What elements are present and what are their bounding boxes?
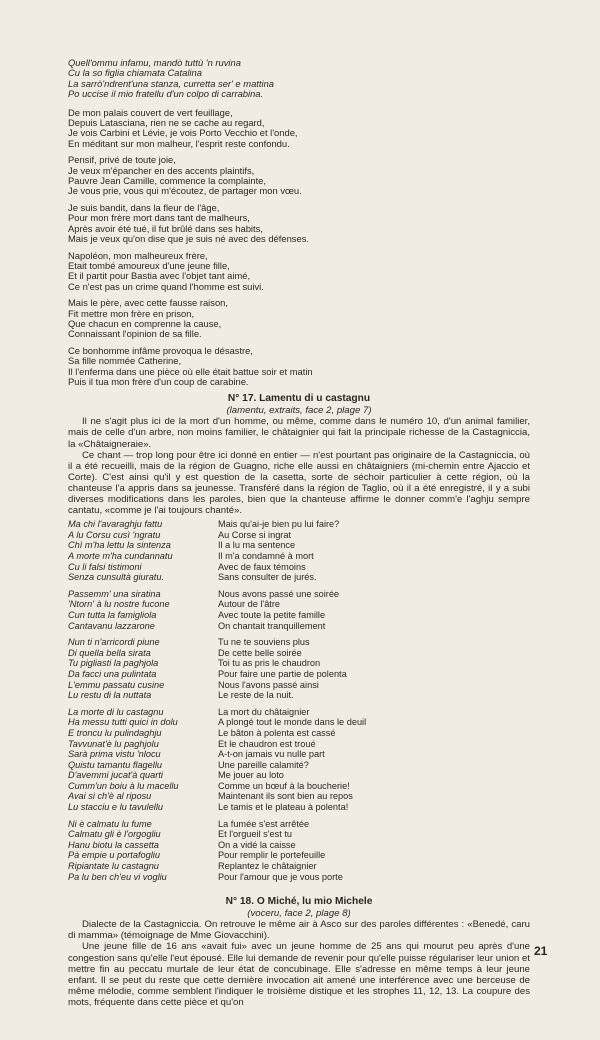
- verse-line: E troncu lu pulindaghju: [68, 727, 162, 738]
- section-subtitle: (lamentu, extraits, face 2, plage 7): [226, 405, 372, 417]
- verse-line: De mon palais couvert de vert feuillage,: [68, 106, 233, 118]
- verse-line: Avec toute la petite famille: [218, 609, 326, 620]
- section-title: N° 18. O Miché, lu mio Michele: [225, 896, 373, 908]
- verse-line: En méditant sur mon malheur, l'esprit reste confondu.: [68, 137, 290, 149]
- verse-line: Cumm'un boiu à lu macellu: [68, 780, 179, 791]
- verse-line: Mais qu'ai-je bien pu lui faire?: [218, 519, 340, 530]
- french-column: [218, 519, 368, 888]
- verse-line: Passemm' una siratina: [68, 588, 161, 599]
- verse-line: Tu pigliasti la paghjola: [68, 658, 159, 669]
- verse-line: Di quella bella sirata: [68, 647, 151, 658]
- verse-line: Puis il tua mon frère d'un coup de carabine.: [68, 375, 249, 387]
- paragraph: Il ne s'agit plus ici de la mort d'un homme, ou même, comme dans le numéro 10, d'un animal familier, mais de celle d'un arbre, non moins familier, le châtaignier qui fait la principale richesse de la Castagniccia, la «Châtaigneraie».: [68, 416, 530, 450]
- verse-line: Le reste de la nuit.: [218, 690, 294, 701]
- verse-line: A-t-on jamais vu nulle part: [218, 749, 325, 760]
- stanza: [68, 108, 530, 150]
- verse-line: Et il partit pour Bastia avec l'objet tant aimé,: [68, 270, 251, 282]
- stanza: [68, 346, 530, 388]
- verse-line: Et le chaudron est troué: [218, 738, 316, 749]
- section-title: N° 17. Lamentu di u castagnu: [227, 393, 371, 405]
- verse-line: Depuis Latasciana, rien ne se cache au regard,: [68, 117, 265, 129]
- verse-line: Mais le père, avec cette fausse raison,: [68, 297, 228, 309]
- stanza: [68, 203, 530, 245]
- stanza: [68, 707, 218, 813]
- verse-line: Comme un bœuf à la boucherie!: [218, 780, 350, 791]
- verse-line: Le tamis et le plateau à polenta!: [218, 802, 349, 813]
- stanza: [218, 819, 368, 883]
- stanza: [68, 58, 530, 100]
- verse-line: Fit mettre mon frère en prison,: [68, 307, 195, 319]
- verse-line: Cu li falsi tistimoni: [68, 561, 142, 572]
- verse-line: Et l'orgueil s'est tu: [218, 829, 292, 840]
- paragraph: Dialecte de la Castagniccia. On retrouve le même air à Asco sur des paroles différentes : «Benedé, caru di mamma» (témoignage de Mme Giovacchini).: [68, 919, 530, 942]
- verse-line: Tavvunat'è lu paghjolu: [68, 738, 159, 749]
- verse-line: Replantez le châtaignier: [218, 861, 317, 872]
- verse-line: On a vidé la caisse: [218, 839, 296, 850]
- stanza: [68, 819, 218, 883]
- verse-line: Tu ne te souviens plus: [218, 637, 310, 648]
- verse-line: Quell'ommu infamu, mandò tuttù 'n ruvina: [68, 57, 241, 68]
- verse-line: Ce n'est pas un crime quand l'homme est suivi.: [68, 280, 264, 292]
- parallel-text: [68, 519, 530, 888]
- stanza: [68, 251, 530, 293]
- corsican-stanza-block: [68, 58, 530, 100]
- verse-line: Au Corse si ingrat: [218, 529, 292, 540]
- verse-line: Cun tutta la famigliola: [68, 609, 157, 620]
- verse-line: Pa lu ben ch'eu vi vogliu: [68, 871, 167, 882]
- verse-line: Ripiantate lu castagnu: [68, 861, 159, 872]
- page-number: 21: [534, 944, 548, 958]
- verse-line: Il m'a condamné à mort: [218, 551, 314, 561]
- verse-line: Toi tu as pris le chaudron: [218, 658, 321, 669]
- verse-line: Po uccise il mio fratellu d'un colpo di carrabina.: [68, 88, 264, 100]
- verse-line: Nun ti n'arricordi piune: [68, 637, 160, 648]
- verse-line: Maintenant ils sont bien au repos: [218, 791, 353, 802]
- verse-line: De cette belle soirée: [218, 647, 302, 658]
- verse-line: Ha messu tutti quici in dolu: [68, 717, 178, 728]
- verse-line: La morte di lu castagnu: [68, 706, 164, 717]
- verse-line: Calmatu gli è l'orgogliu: [68, 829, 161, 840]
- verse-line: La fumée s'est arrêtée: [218, 818, 310, 829]
- paragraph: Une jeune fille de 16 ans «avait fui» avec un jeune homme de 25 ans qui mourut peu après d'une congestion sans qu'elle l'eut épousé. Elle lui demande de revenir pour qu'elle puisse régulariser leur union et mettre fin au peccatu murtale de leur état de concubinage. Elle s'adresse en même temps à leur jeune enfant. Il se peut du reste que cette dernière invocation ait amené une interférence avec une berceuse de même mélodie, comme semblent l'indiquer le troisième distique et les strophes 11, 12, 13. La coupure des mots, fréquente dans cette pièce et qu'on: [68, 941, 530, 1008]
- verse-line: Autour de l'âtre: [218, 599, 281, 610]
- verse-line: La sarrò'ndrent'una stanza, curretta ser' e mattina: [68, 77, 274, 89]
- verse-line: Je vois Carbini et Lévie, je vois Porto Vecchio et l'onde,: [68, 127, 298, 139]
- verse-line: D'avemmi jucat'à quarti: [68, 770, 163, 781]
- verse-line: Je veux m'épancher en des accents plaintifs,: [68, 164, 255, 176]
- verse-line: Pà empie u portafogliu: [68, 850, 160, 861]
- verse-line: Il a lu ma sentence: [218, 540, 296, 551]
- verse-line: Mais je veux qu'on dise que je suis né avec des défenses.: [68, 233, 309, 245]
- section-17-heading: [68, 393, 530, 416]
- paragraph: Ce chant — trop long pour être ici donné en entier — n'est pourtant pas originaire de la Castagniccia, où il a été recueilli, mais de la région de Guagno, riche elle aussi en châtaigniers (mi-chemin entre Ajaccio et Corte). C'est ainsi qu'il y est question de la casetta, sorte de séchoir particulier à cette région, où la chanteuse l'a appris dans sa jeunesse. Transféré dans la région de Taglio, où il a été enregistré, il y a subi diverses modifications dans les paroles, bien que la chanteuse affirme le donner comm'e l'aghju sempre cantatu, «comme je l'ai toujours chanté».: [68, 449, 530, 517]
- verse-line: Cantavanu lazzarone: [68, 620, 155, 631]
- stanza: [68, 519, 218, 583]
- stanza: [218, 707, 368, 813]
- stanza: [68, 298, 530, 340]
- verse-line: Pauvre Jean Camille, commence la complainte,: [68, 175, 267, 187]
- verse-line: Quistu tamantu flagellu: [68, 759, 162, 770]
- verse-line: Nous l'avons passé ainsi: [218, 679, 319, 690]
- verse-line: Il l'enferma dans une pièce où elle était battue soir et matin: [68, 365, 313, 377]
- verse-line: Da facci una pulintata: [68, 668, 157, 679]
- verse-line: On chantait tranquillement: [218, 620, 326, 631]
- verse-line: Me jouer au loto: [218, 770, 284, 781]
- stanza: [218, 519, 368, 583]
- verse-line: A lu Corsu cusì 'ngratu: [68, 529, 161, 540]
- verse-line: 'Ntorn' à lu nostre fucone: [68, 599, 170, 610]
- stanza: [68, 589, 218, 631]
- stanza: [218, 637, 368, 701]
- section-subtitle: (voceru, face 2, plage 8): [247, 908, 351, 920]
- verse-line: Etait tombé amoureux d'une jeune fille,: [68, 259, 230, 271]
- verse-line: Je suis bandit, dans la fleur de l'âge,: [68, 201, 220, 213]
- verse-line: Sans consulter de jurés.: [218, 572, 317, 583]
- verse-line: Connaissant l'opinion de sa fille.: [68, 328, 202, 340]
- verse-line: Sarà prima vistu 'nlocu: [68, 749, 161, 760]
- verse-line: Le bâton à polenta est cassé: [218, 727, 336, 738]
- verse-line: A plongé tout le monde dans le deuil: [218, 717, 367, 728]
- verse-line: Avai si ch'è al riposu: [68, 791, 152, 802]
- verse-line: La mort du châtaignier: [218, 706, 310, 717]
- verse-line: Napoléon, mon malheureux frère,: [68, 249, 208, 261]
- verse-line: Une pareille calamité?: [218, 759, 309, 770]
- verse-line: Sa fille nommée Catherine,: [68, 355, 182, 367]
- french-translation-block: [68, 108, 530, 388]
- verse-line: Ma chi l'avaraghju fattu: [68, 519, 163, 530]
- stanza: [68, 155, 530, 197]
- verse-line: Pour mon frère mort dans tant de malheurs,: [68, 212, 250, 224]
- section-18-heading: [68, 896, 530, 919]
- verse-line: Nous avons passé une soirée: [218, 588, 340, 599]
- corsican-column: [68, 519, 218, 888]
- verse-line: Je vous prie, vous qui m'écoutez, de partager mon vœu.: [68, 185, 302, 197]
- verse-line: Ni è calmatu lu fume: [68, 818, 152, 829]
- verse-line: Que chacun en comprenne la cause,: [68, 317, 222, 329]
- stanza: [68, 637, 218, 701]
- verse-line: Avec de faux témoins: [218, 561, 306, 572]
- stanza: [218, 589, 368, 631]
- verse-line: Pour l'amour que je vous porte: [218, 871, 343, 882]
- verse-line: Lu stacciu e lu tavulellu: [68, 802, 163, 813]
- verse-line: Pour faire une partie de polenta: [218, 668, 347, 679]
- verse-line: Lu restu di la nuttata: [68, 690, 152, 701]
- verse-line: Senza cunsultà giuratu.: [68, 572, 165, 583]
- verse-line: Chì m'ha lettu la sintenza: [68, 540, 171, 551]
- verse-line: L'emmu passatu cusine: [68, 679, 165, 690]
- verse-line: Pour remplir le portefeuille: [218, 850, 326, 861]
- verse-line: Après avoir été tué, il fut brûlé dans ses habits,: [68, 222, 263, 234]
- verse-line: Ce bonhomme infâme provoqua le désastre,: [68, 344, 254, 356]
- verse-line: Pensif, privé de toute joie,: [68, 154, 176, 166]
- verse-line: A morte m'ha cundannatu: [68, 551, 173, 561]
- page-content: [68, 58, 530, 1008]
- verse-line: Cu la so figlia chiamata Catalina: [68, 67, 202, 79]
- verse-line: Hanu biotu la cassetta: [68, 839, 159, 850]
